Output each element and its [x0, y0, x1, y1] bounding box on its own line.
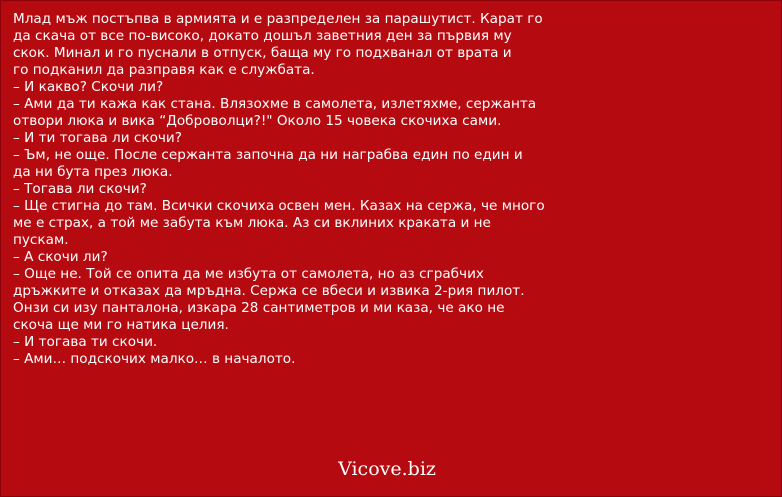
- joke-line: ме е страх, а той ме забута към люка. Аз си вклиних краката и не: [13, 215, 491, 231]
- joke-line: пускам.: [13, 232, 69, 248]
- joke-line: – Ами… подскочих малко… в началото.: [13, 351, 296, 367]
- joke-line: – Ами да ти кажа как стана. Влязохме в самолета, излетяхме, сержанта: [13, 96, 537, 112]
- joke-line: го подканил да разправя как е службата.: [13, 62, 315, 78]
- joke-line: дръжките и отказах да мръдна. Сержа се вбеси и извика 2-рия пилот.: [13, 283, 525, 299]
- joke-line: – Ъм, не още. После сержанта започна да ни награбва един по един и: [13, 147, 523, 163]
- joke-line: да ни бута през люка.: [13, 164, 173, 180]
- joke-line: да скача от все по-високо, докато дошъл заветния ден за първия му: [13, 28, 512, 44]
- site-watermark: Vicove.biz: [338, 458, 436, 480]
- joke-line: – И какво? Скочи ли?: [13, 79, 164, 95]
- joke-line: – А скочи ли?: [13, 249, 108, 265]
- joke-line: – Още не. Той се опита да ме избута от самолета, но аз сграбчих: [13, 266, 484, 282]
- joke-line: скоча ще ми го натика целия.: [13, 317, 229, 333]
- joke-line: Онзи си изу панталона, изкара 28 сантиметров и ми каза, че ако не: [13, 300, 505, 316]
- joke-line: – Тогава ли скочи?: [13, 181, 147, 197]
- joke-line: отвори люка и вика “Доброволци?!" Около 15 човека скочиха сами.: [13, 113, 502, 129]
- joke-line: скок. Минал и го пуснали в отпуск, баща му го подхванал от врата и: [13, 45, 512, 61]
- joke-line: – И ти тогава ли скочи?: [13, 130, 182, 146]
- joke-line: – Ще стигна до там. Всички скочиха освен мен. Казах на сержа, че много: [13, 198, 545, 214]
- joke-text: [13, 11, 573, 368]
- joke-line: Млад мъж постъпва в армията и е разпределен за парашутист. Карат го: [13, 11, 543, 27]
- joke-line: – И тогава ти скочи.: [13, 334, 158, 350]
